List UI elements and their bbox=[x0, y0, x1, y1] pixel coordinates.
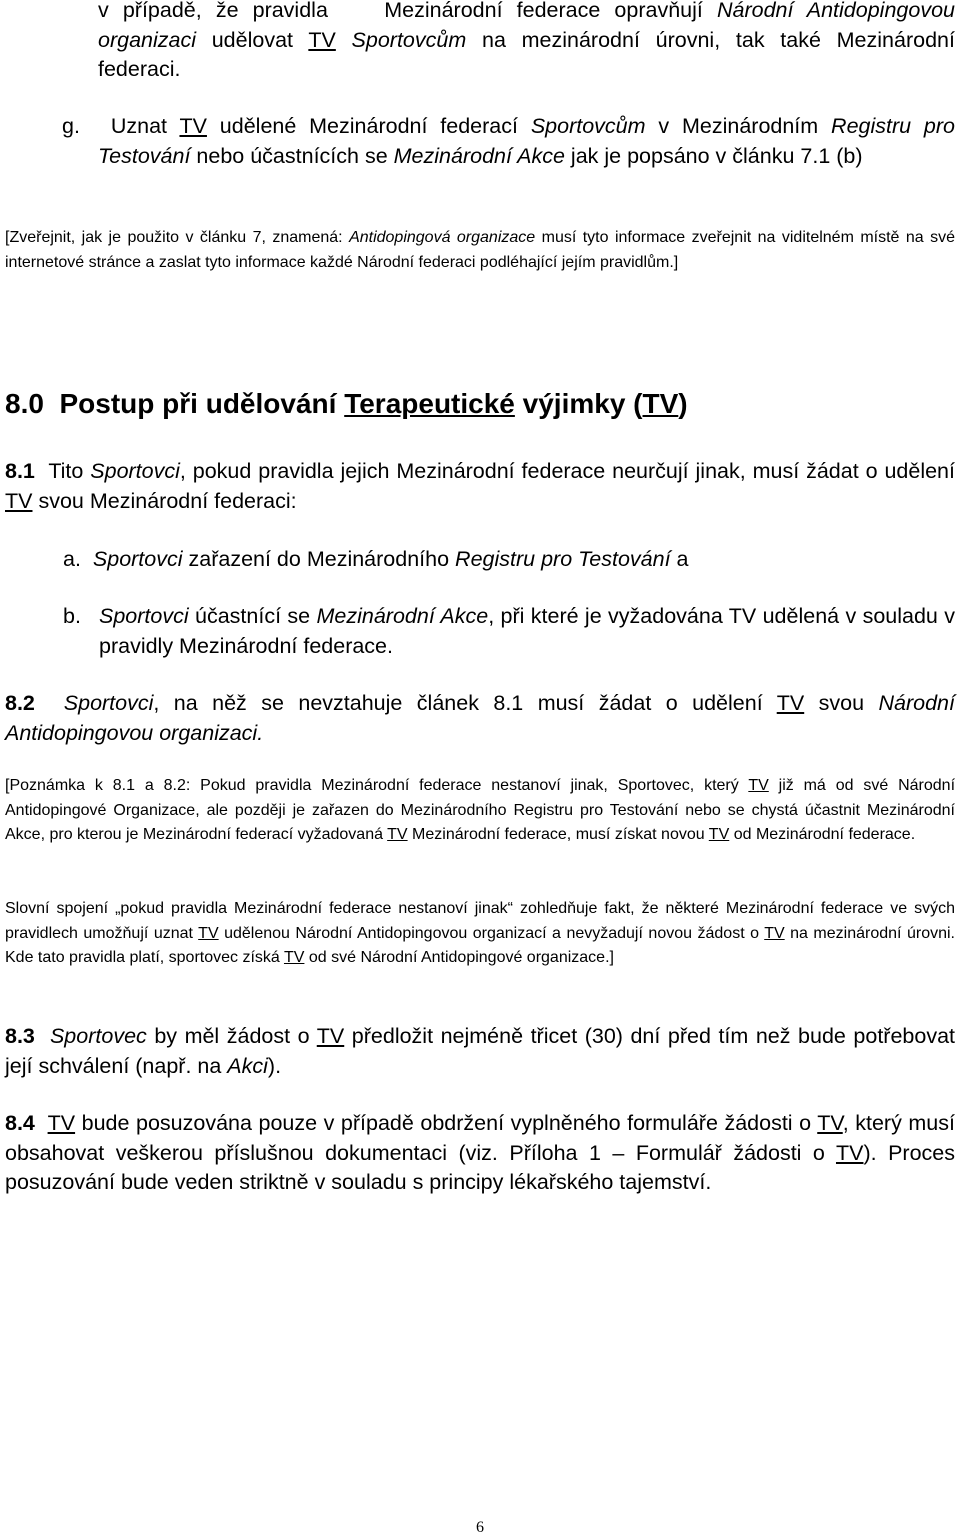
section-number: 8.2 bbox=[5, 691, 35, 715]
tv-abbr: TV bbox=[316, 1024, 345, 1048]
text: Mezinárodní Akce bbox=[316, 604, 489, 628]
text: Národní Antidopingovou organizaci bbox=[98, 0, 955, 52]
text: , pokud pravidla jejich Mezinárodní federace neurčují jinak, musí žádat o udělení bbox=[179, 459, 955, 483]
text: Uznat bbox=[110, 114, 168, 138]
text: Sportovec bbox=[49, 1024, 147, 1048]
text: Registru pro Testování bbox=[98, 114, 956, 168]
section-8-4 bbox=[5, 1109, 955, 1198]
text: Sportovcům bbox=[351, 27, 467, 52]
tv-abbr: TV bbox=[817, 1111, 843, 1135]
text: od Mezinárodní federace. bbox=[733, 826, 916, 843]
text: v případě, že pravidla bbox=[98, 0, 328, 22]
item-g-marker: g. bbox=[62, 114, 80, 138]
text: svou bbox=[818, 691, 865, 715]
heading-number: 8.0 bbox=[5, 388, 44, 419]
text: Slovní spojení „pokud pravidla Mezinárodní federace nestanoví jinak“ zohledňuje fakt, že některé Mezinárodní federace ve svých pravidlech umožňují uznat bbox=[5, 900, 955, 942]
text: Mezinárodní Akce bbox=[393, 143, 565, 168]
item-b bbox=[99, 602, 955, 661]
text: předložit nejméně třicet (30) dní před tím než bude potřebovat její schválení (např. na bbox=[5, 1024, 956, 1078]
text: v Mezinárodním bbox=[658, 114, 819, 138]
list-marker: a. bbox=[63, 547, 81, 571]
section-number: 8.1 bbox=[5, 459, 35, 483]
text: ). Proces posuzování bude veden striktně v souladu s principy lékařského tajemství. bbox=[5, 1140, 955, 1194]
tv-abbr: TV bbox=[835, 1140, 864, 1165]
text: [Poznámka k 8.1 a 8.2: Pokud pravidla Mezinárodní federace nestanoví jinak, Sportovec, který bbox=[5, 777, 739, 794]
tv-abbr: TV bbox=[776, 691, 805, 715]
text: udělenou Národní Antidopingovou organizací a nevyžadují novou žádost o bbox=[224, 924, 760, 942]
section-heading bbox=[5, 387, 688, 421]
section-8-1 bbox=[5, 457, 955, 516]
tv-abbr: TV bbox=[387, 826, 408, 843]
section-number: 8.3 bbox=[5, 1024, 35, 1048]
text: federace opravňují bbox=[516, 0, 703, 22]
text: Sportovcům bbox=[530, 114, 646, 138]
note-publish bbox=[5, 226, 955, 275]
page-number: 6 bbox=[476, 1519, 484, 1536]
tv-abbr: TV bbox=[5, 488, 33, 513]
tv-abbr: TV bbox=[179, 114, 207, 138]
text: Sportovci bbox=[90, 459, 180, 483]
item-a bbox=[63, 545, 689, 575]
text: ) bbox=[678, 388, 688, 419]
text: by měl žádost o bbox=[154, 1024, 310, 1048]
text: Antidopingová organizace bbox=[349, 229, 536, 246]
item-b-marker: b. bbox=[63, 604, 81, 628]
tv-abbr: TV bbox=[748, 777, 769, 794]
tv-abbr: TV bbox=[642, 388, 679, 419]
text: zařazení do Mezinárodního bbox=[188, 547, 450, 571]
tv-abbr: TV bbox=[283, 949, 305, 966]
text: Mezinárodní bbox=[384, 0, 503, 22]
item-g-text bbox=[98, 112, 955, 171]
text: na mezinárodní úrovni. Kde tato pravidla platí, sportovec získá bbox=[5, 924, 955, 966]
text: výjimky ( bbox=[522, 388, 643, 419]
top-paragraph bbox=[98, 0, 955, 85]
note-8-1-8-2 bbox=[5, 774, 955, 848]
text: a bbox=[676, 547, 689, 571]
section-8-3 bbox=[5, 1022, 955, 1081]
text: Akci bbox=[227, 1053, 268, 1078]
tv-abbr: TV bbox=[198, 924, 219, 942]
text: Sportovci bbox=[99, 604, 189, 628]
text: udělovat bbox=[211, 27, 294, 52]
text: Postup při udělování bbox=[59, 388, 337, 419]
text: bude posuzována pouze v případě obdržení vyplněného formuláře žádosti o bbox=[81, 1111, 812, 1135]
text: od své Národní Antidopingové organizace.] bbox=[308, 949, 614, 966]
section-8-2 bbox=[5, 689, 955, 748]
tv-abbr: TV bbox=[764, 924, 785, 942]
text: musí tyto informace zveřejnit na viditelném místě na své internetové stránce a zaslat tyto informace každé Národní federaci podléhající jejím pravidlům.] bbox=[5, 229, 955, 271]
text: již má od své Národní Antidopingové Organizace, ale později je zařazen do Mezinárodního Registru pro Testování nebo se chystá účastnit Mezinárodní Akce, pro kterou je Mezinárodní federací vyžadovaná bbox=[5, 777, 956, 843]
section-number: 8.4 bbox=[5, 1111, 35, 1135]
text: účastnící se bbox=[195, 604, 311, 628]
text: , při které je vyžadována TV udělená v souladu v pravidly Mezinárodní federace. bbox=[99, 604, 956, 658]
text: na mezinárodní úrovni, tak také Mezinárodní federaci. bbox=[98, 27, 955, 81]
text: udělené Mezinárodní federací bbox=[219, 114, 518, 138]
text: Registru pro Testování bbox=[455, 547, 671, 571]
text: Terapeutické bbox=[344, 388, 515, 419]
text: , na něž se nevztahuje článek 8.1 musí žádat o udělení bbox=[153, 691, 763, 715]
tv-abbr: TV bbox=[47, 1111, 76, 1135]
text: svou Mezinárodní federaci: bbox=[38, 488, 297, 513]
text: Mezinárodní federace, musí získat novou bbox=[412, 826, 705, 843]
text: Národní Antidopingovou organizaci. bbox=[5, 691, 955, 745]
text: , který musí obsahovat veškerou příslušnou dokumentaci (viz. Příloha 1 – Formulář žádosti o bbox=[5, 1111, 955, 1165]
text: [Zveřejnit, jak je použito v článku 7, znamená: bbox=[5, 229, 343, 246]
note-phrase bbox=[5, 897, 955, 971]
text: nebo účastnících se bbox=[196, 143, 388, 168]
text: Sportovci bbox=[92, 547, 183, 571]
tv-abbr: TV bbox=[308, 27, 336, 52]
tv-abbr: TV bbox=[708, 826, 730, 843]
text: Tito bbox=[48, 459, 84, 483]
text: ). bbox=[267, 1053, 282, 1078]
text: Sportovci bbox=[63, 691, 154, 715]
text: jak je popsáno v článku 7.1 (b) bbox=[570, 143, 863, 168]
